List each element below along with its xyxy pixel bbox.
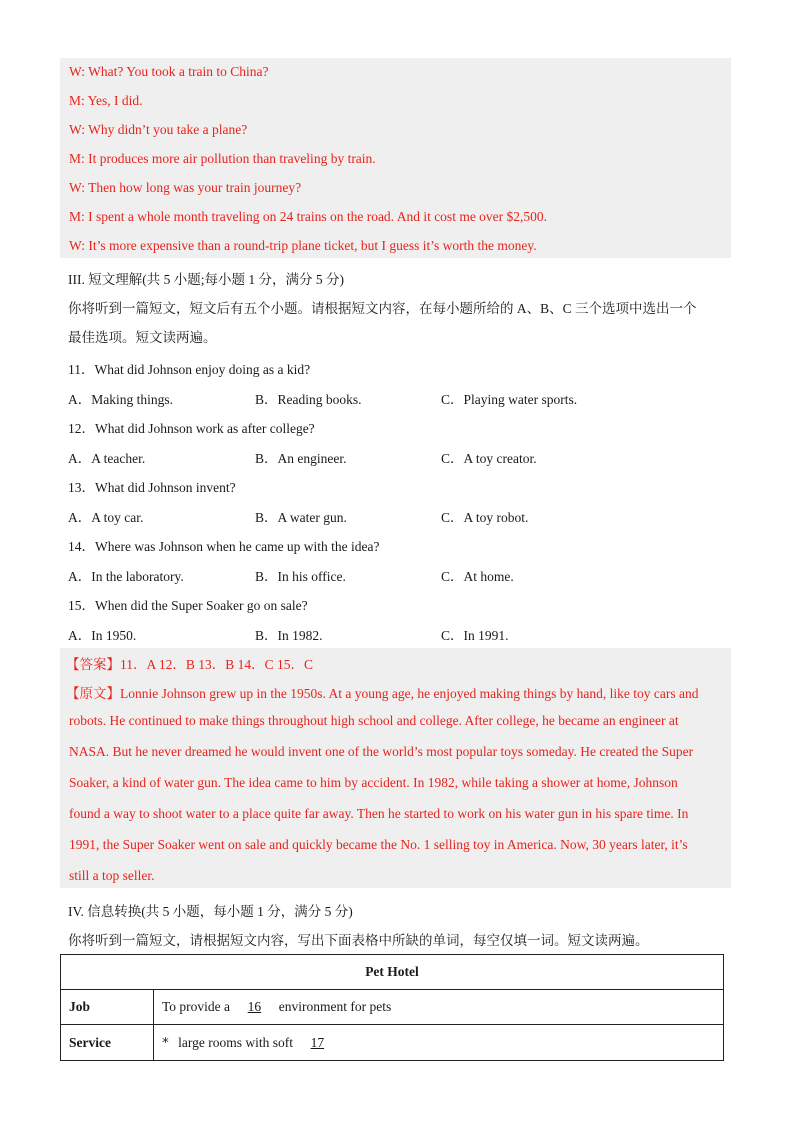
section4-heading: IV. 信息转换(共 5 小题，每小题 1 分，满分 5 分) [68, 904, 353, 919]
transcript-line: robots. He continued to make things throughout high school and college. After college, he became an engineer at [69, 713, 679, 728]
blank-17: 17 [310, 1034, 325, 1050]
row-label-job: Job [61, 990, 154, 1025]
dialog-transcript [60, 58, 731, 258]
job-text: To provide a [162, 999, 231, 1014]
job-text-after: environment for pets [278, 999, 392, 1014]
option-a: A．A toy car. [68, 510, 144, 525]
dialog-line: M: Yes, I did. [69, 93, 143, 108]
row-service-content [154, 1025, 724, 1061]
question-13: 13．What did Johnson invent? [68, 480, 236, 495]
section3-instruction: 最佳选项。短文读两遍。 [68, 330, 217, 345]
option-b: B．In 1982. [255, 628, 323, 643]
row-job-content [154, 990, 724, 1025]
option-b: B．An engineer. [255, 451, 347, 466]
dialog-line: W: What? You took a train to China? [69, 64, 269, 79]
dialog-line: W: It’s more expensive than a round-trip plane ticket, but I guess it’s worth the money. [69, 238, 537, 253]
question-11: 11．What did Johnson enjoy doing as a kid? [68, 362, 311, 377]
dialog-line: M: I spent a whole month traveling on 24 trains on the road. And it cost me over $2,500. [69, 209, 548, 224]
section4-instruction: 你将听到一篇短文，请根据短文内容，写出下面表格中所缺的单词，每空仅填一词。短文读两遍。 [68, 933, 649, 948]
answer-and-transcript [60, 648, 731, 888]
transcript-line: found a way to shoot water to a place quite far away. Then he started to work on his water gun in his spare time. In [69, 806, 689, 821]
section3-instruction: 你将听到一篇短文，短文后有五个小题。请根据短文内容，在每小题所给的 A、B、C 三个选项中选出一个 [68, 301, 697, 316]
option-a: A．In 1950. [68, 628, 137, 643]
question-15: 15．When did the Super Soaker go on sale? [68, 598, 308, 613]
option-c: C．A toy robot. [441, 510, 529, 525]
option-b: B．In his office. [255, 569, 346, 584]
bullet-icon: * [162, 1034, 169, 1051]
section3-heading: III. 短文理解(共 5 小题;每小题 1 分，满分 5 分) [68, 272, 344, 287]
dialog-line: W: Then how long was your train journey? [69, 180, 302, 195]
option-a: A．In the laboratory. [68, 569, 184, 584]
pet-hotel-table [60, 954, 724, 1061]
option-a: A．Making things. [68, 392, 174, 407]
transcript-line: Soaker, a kind of water gun. The idea came to him by accident. In 1982, while taking a shower at home, Johnson [69, 775, 678, 790]
option-b: B．A water gun. [255, 510, 347, 525]
transcript-line: still a top seller. [69, 868, 155, 883]
option-b: B．Reading books. [255, 392, 362, 407]
row-label-service: Service [61, 1025, 154, 1061]
option-c: C．In 1991. [441, 628, 509, 643]
blank-16: 16 [247, 999, 262, 1014]
table-title: Pet Hotel [61, 955, 724, 990]
answer-key: 【答案】11．A 12．B 13．B 14．C 15．C [66, 657, 314, 672]
question-12: 12．What did Johnson work as after college? [68, 421, 315, 436]
option-c: C．A toy creator. [441, 451, 537, 466]
option-a: A．A teacher. [68, 451, 146, 466]
dialog-line: M: It produces more air pollution than traveling by train. [69, 151, 376, 166]
option-c: C．At home. [441, 569, 514, 584]
service-text: large rooms with soft [178, 1034, 293, 1050]
transcript-line: 【原文】Lonnie Johnson grew up in the 1950s. At a young age, he enjoyed making things by hand, like toy cars and [66, 686, 699, 701]
dialog-line: W: Why didn’t you take a plane? [69, 122, 248, 137]
transcript-line: 1991, the Super Soaker went on sale and quickly became the No. 1 selling toy in America. Now, 30 years later, it’s [69, 837, 688, 852]
question-14: 14．Where was Johnson when he came up with the idea? [68, 539, 380, 554]
option-c: C．Playing water sports. [441, 392, 578, 407]
transcript-line: NASA. But he never dreamed he would invent one of the world’s most popular toys someday. He created the Super [69, 744, 694, 759]
